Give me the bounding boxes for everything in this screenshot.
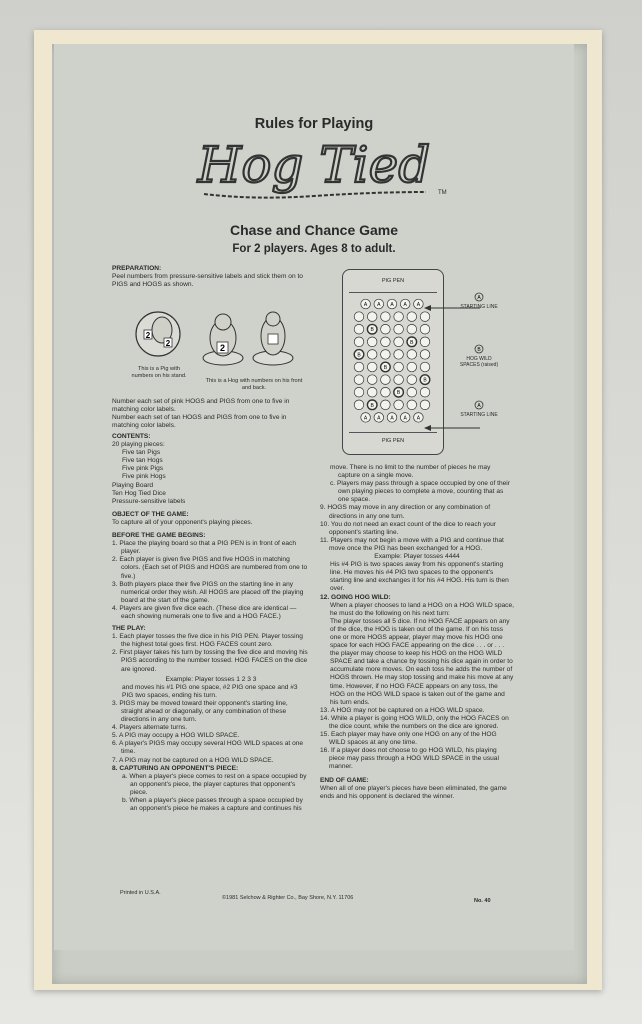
hog-wild-letter: B bbox=[383, 365, 388, 371]
end-text: When all of one player's pieces have been eliminated, the game ends and his opponent is declared the winner. bbox=[320, 784, 507, 800]
contents-item: Five tan Pigs bbox=[122, 449, 161, 457]
before-item: 2. Each player is given five PIGS and five HOGS in matching colors. (Each set of PIGS and HOGS are numbered from one to five.) bbox=[112, 556, 308, 580]
play-heading: THE PLAY: bbox=[112, 625, 146, 633]
hog-wild-letter: B bbox=[423, 377, 427, 384]
board-arrows bbox=[422, 288, 494, 458]
hog-wild-letter: B bbox=[396, 390, 401, 397]
board-space bbox=[381, 400, 391, 410]
before-heading: BEFORE THE GAME BEGINS: bbox=[112, 532, 206, 540]
board-space bbox=[394, 324, 404, 334]
rule-item: 11. Players may not begin a move with a PIG and continue that move once the PIG has been exchanged for a HOG. bbox=[320, 536, 504, 552]
board-space bbox=[407, 375, 417, 385]
board-space bbox=[367, 312, 377, 322]
board-space bbox=[407, 362, 417, 372]
contents-item: 20 playing pieces: bbox=[112, 441, 165, 449]
pig-pen-bottom-label: PIG PEN bbox=[381, 438, 405, 444]
board-space bbox=[354, 312, 364, 322]
play-item: 5. A PIG may occupy a HOG WILD SPACE. bbox=[112, 732, 240, 740]
contents-item: Ten Hog Tied Dice bbox=[112, 489, 166, 497]
preparation-text: Peel numbers from pressure-sensitive labels and stick them on to PIGS and HOGS as shown. bbox=[112, 273, 303, 289]
contents-item: Five tan Hogs bbox=[122, 457, 163, 465]
logo-text: Hog Tied bbox=[197, 136, 431, 194]
player-info: For 2 players. Ages 8 to adult. bbox=[232, 243, 396, 255]
capture-continued: move. There is no limit to the number of pieces he may capture on a single move. bbox=[330, 464, 491, 480]
hog-wild-letter: B bbox=[357, 352, 361, 359]
capture-rule-b: b. When a player's piece passes through a space occupied by an opponent's piece he makes a capture and continues his bbox=[122, 797, 303, 813]
pig-piece-illustration bbox=[136, 312, 180, 356]
hog-wild-letter: B bbox=[370, 402, 374, 409]
number-pink-text: Number each set of pink HOGS and PIGS from one to five in matching color labels. bbox=[112, 398, 290, 414]
play-item: 1. Each player tosses the five dice in his PIG PEN. Player tossing the highest total goes first. HOG FACES count zero. bbox=[112, 633, 303, 649]
board-space bbox=[381, 312, 391, 322]
hog-wild-intro: When a player chooses to land a HOG on a HOG WILD space, he must do the following on his next turn: bbox=[330, 601, 514, 617]
board-space bbox=[367, 375, 377, 385]
subtitle: Chase and Chance Game bbox=[229, 222, 399, 238]
rule-example: Example: Player tosses 4444 bbox=[374, 553, 460, 561]
contents-item: Playing Board bbox=[112, 481, 154, 489]
board-space bbox=[407, 400, 417, 410]
start-space-letter: A bbox=[390, 302, 394, 308]
board-space bbox=[367, 362, 377, 372]
rules-title: Rules for Playing bbox=[254, 116, 374, 132]
board-space bbox=[394, 375, 404, 385]
board-space bbox=[394, 400, 404, 410]
hog-wild-letter: B bbox=[370, 327, 374, 334]
hog-piece-illustration-front bbox=[203, 314, 243, 365]
rule-item: 10. You do not need an exact count of the dice to reach your opponent's starting line. bbox=[320, 520, 496, 536]
start-space-letter: A bbox=[363, 302, 368, 308]
preparation-section bbox=[112, 262, 310, 289]
starting-line-label-bottom: STARTING LINE bbox=[460, 412, 498, 418]
end-heading: END OF GAME: bbox=[320, 776, 369, 784]
start-space-letter: A bbox=[390, 415, 394, 422]
board-space bbox=[381, 337, 391, 347]
play-item: 2. First player takes his turn by tossing the five dice and moving his PIGS according to the number tossed. HOG FACES on the dice are ignored. bbox=[112, 649, 308, 673]
numbering-section bbox=[112, 398, 310, 430]
svg-text:B: B bbox=[477, 347, 481, 353]
board-space bbox=[381, 387, 391, 397]
board-space bbox=[367, 350, 377, 360]
pig-caption: This is a Pig with numbers on his stand. bbox=[131, 366, 187, 379]
contents-item: Pressure-sensitive labels bbox=[112, 497, 186, 505]
contents-section bbox=[112, 430, 310, 813]
board-space bbox=[354, 337, 364, 347]
svg-text:2: 2 bbox=[219, 343, 226, 353]
right-column bbox=[320, 464, 514, 801]
contents-item: Five pink Pigs bbox=[122, 465, 164, 473]
start-space-letter: A bbox=[403, 415, 407, 422]
starting-line-label-top: STARTING LINE bbox=[460, 304, 498, 310]
number-tan-text: Number each set of tan HOGS and PIGS from one to five in matching color labels. bbox=[112, 414, 287, 430]
board-space bbox=[394, 312, 404, 322]
start-space-letter: A bbox=[363, 415, 368, 422]
hog-wild-spaces-label: HOG WILD SPACES (raised) bbox=[459, 356, 499, 368]
board-space bbox=[354, 324, 364, 334]
game-number: No. 40 bbox=[474, 898, 491, 904]
preparation-heading: PREPARATION: bbox=[112, 265, 162, 272]
play-example: Example: Player tosses 1 2 3 3 bbox=[165, 675, 257, 683]
hog-wild-text: The player tosses all 5 dice. If no HOG FACE appears on any of the dice, the HOG is taken out of the game. If on his toss one or more HOGS appear, player may move his HOG one space for each HOG FACE appearing on the dice . . . or . . . the player may choose to keep his HOG on the HOG WILD SPACE and take a chance by tossing his dice again in order to accumulate more moves. On each toss he adds the number of HOGS thrown. He may stop tossing and make his move at any time. However, if no HOG FACE appears on any toss, the HOG on the HOG WILD space is taken out of the game and his turn ends. bbox=[330, 617, 514, 706]
board-space bbox=[394, 362, 404, 372]
pieces-illustration bbox=[128, 306, 308, 368]
object-heading: OBJECT OF THE GAME: bbox=[112, 510, 189, 518]
board-space bbox=[367, 337, 377, 347]
rule-item: 13. A HOG may not be captured on a HOG WILD space. bbox=[320, 706, 485, 714]
play-item: 6. A player's PIGS may occupy several HOG WILD spaces at one time. bbox=[112, 740, 304, 756]
play-item: 4. Players alternate turns. bbox=[112, 724, 188, 732]
trademark-mark: TM bbox=[438, 190, 447, 196]
board-space bbox=[407, 387, 417, 397]
rule-item: 16. If a player does not choose to go HOG WILD, his playing piece may pass through a HOG WILD SPACE in the usual manner. bbox=[320, 747, 499, 771]
start-a-badge-top bbox=[474, 292, 484, 302]
hog-wild-badge bbox=[474, 344, 484, 354]
svg-text:A: A bbox=[477, 295, 481, 301]
start-space-letter: A bbox=[416, 415, 421, 422]
start-space-letter: A bbox=[403, 302, 407, 308]
board-space bbox=[354, 387, 364, 397]
hog-wild-letter: B bbox=[410, 339, 414, 346]
svg-text:2: 2 bbox=[165, 339, 171, 348]
start-a-badge-bottom bbox=[474, 400, 484, 410]
board-space bbox=[394, 350, 404, 360]
board-space bbox=[407, 312, 417, 322]
object-text: To capture all of your opponent's playing pieces. bbox=[112, 518, 253, 526]
board-space bbox=[367, 387, 377, 397]
pig-die-number: 2 bbox=[145, 331, 151, 340]
start-space-letter: A bbox=[416, 302, 421, 308]
capture-rule-a: a. When a player's piece comes to rest on a space occupied by an opponent's piece, the player captures that opponent's piece. bbox=[122, 772, 307, 796]
rules-sheet bbox=[54, 44, 574, 950]
board-space bbox=[381, 350, 391, 360]
svg-text:A: A bbox=[477, 403, 481, 409]
hog-caption: This is a Hog with numbers on his front and back. bbox=[205, 378, 303, 391]
before-item: 4. Players are given five dice each. (These dice are identical — each showing numerals one to five and a HOG FACE.) bbox=[112, 604, 297, 620]
play-item: 3. PIGS may be moved toward their opponent's starting line, straight ahead or diagonally, or any combination of these directions in any one turn. bbox=[112, 699, 288, 724]
contents-heading: CONTENTS: bbox=[112, 433, 151, 440]
board-space bbox=[354, 375, 364, 385]
hog-tied-logo bbox=[194, 132, 434, 202]
board-space bbox=[407, 350, 417, 360]
capture-rule-c: c. Players may pass through a space occupied by one of their own playing pieces to complete a move, counting that as one space. bbox=[330, 480, 510, 504]
rule-item: 14. While a player is going HOG WILD, only the HOG FACES on the dice count, while the numbers on the dice are ignored. bbox=[320, 714, 509, 730]
contents-item: Five pink Hogs bbox=[122, 473, 166, 481]
board-space bbox=[354, 400, 364, 410]
before-item: 3. Both players place their five PIGS on the starting line in any numerical order they wish. All HOGS are placed off the playing board at the start of the game. bbox=[112, 580, 304, 604]
board-space bbox=[407, 324, 417, 334]
rule-item: 9. HOGS may move in any direction or any combination of directions in any one turn. bbox=[320, 504, 491, 520]
hog-wild-heading: 12. GOING HOG WILD: bbox=[320, 593, 391, 601]
start-space-letter: A bbox=[377, 415, 381, 422]
capture-heading: 8. CAPTURING AN OPPONENT'S PIECE: bbox=[112, 764, 239, 772]
start-space-letter: A bbox=[377, 302, 381, 308]
rule-example-text: His #4 PIG is two spaces away from his opponent's starting line. He moves his #4 PIG two spaces to the opponent's starting line and exchanges it for his #4 HOG. His turn is then over. bbox=[330, 561, 509, 593]
pig-pen-top-label: PIG PEN bbox=[381, 278, 405, 284]
copyright: ©1981 Selchow & Righter Co., Bay Shore, N.Y. 11706 bbox=[222, 895, 354, 901]
play-item: 7. A PIG may not be captured on a HOG WILD SPACE. bbox=[112, 756, 274, 764]
play-example-text: and moves his #1 PIG one space, #2 PIG one space and #3 PIG two spaces, ending his turn. bbox=[122, 683, 298, 699]
board-space bbox=[381, 375, 391, 385]
board-space bbox=[394, 337, 404, 347]
before-item: 1. Place the playing board so that a PIG PEN is in front of each player. bbox=[112, 540, 296, 556]
rule-item: 15. Each player may have only one HOG on any of the HOG WILD spaces at any one time. bbox=[320, 731, 497, 747]
hog-piece-illustration-back bbox=[253, 312, 293, 365]
printed-in-usa: Printed in U.S.A. bbox=[120, 890, 161, 896]
board-space bbox=[381, 324, 391, 334]
board-space bbox=[354, 362, 364, 372]
